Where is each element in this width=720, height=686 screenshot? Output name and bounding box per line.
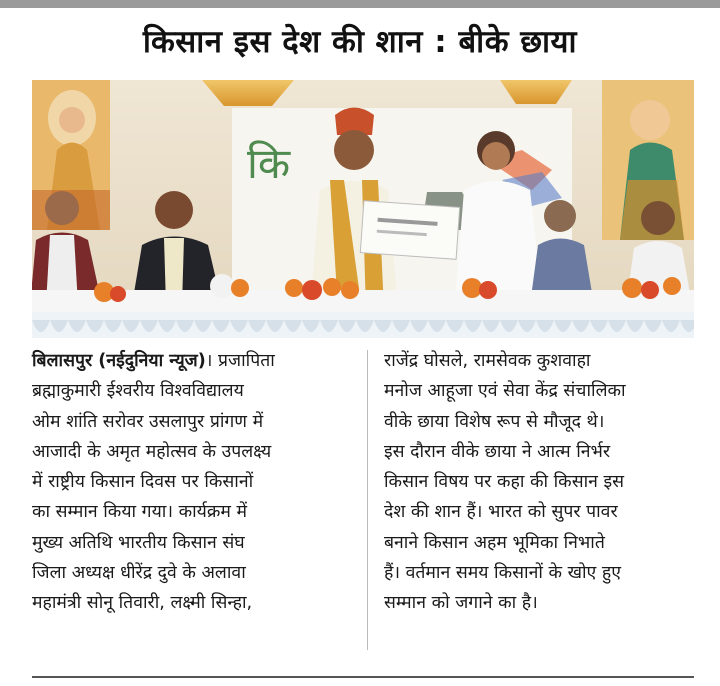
body-line-right-2: मनोज आहूजा एवं सेवा केंद्र संचालिका: [384, 381, 626, 402]
body-line-left-5: में राष्ट्रीय किसान दिवस पर किसानों: [32, 472, 254, 493]
dateline: बिलासपुर (नईदुनिया न्यूज): [32, 351, 206, 371]
body-line-right-4: इस दौरान वीके छाया ने आत्म निर्भर: [384, 441, 611, 462]
column-divider: [367, 350, 368, 650]
body-line-left-7: मुख्य अतिथि भारतीय किसान संघ: [32, 532, 245, 553]
body-line-left-1: बिलासपुर (नईदुनिया न्यूज)। प्रजापिता: [32, 351, 275, 371]
column-right: [384, 346, 696, 619]
stage-table: [32, 290, 694, 314]
body-line-right-6: देश की शान हैं। भारत को सुपर पावर: [384, 502, 618, 523]
body-line-right-3: वीके छाया विशेष रूप से मौजूद थे।: [384, 411, 605, 432]
body-line-right-8: हैं। वर्तमान समय किसानों के खोए हुए: [384, 563, 621, 584]
certificate: [360, 201, 459, 260]
headline: किसान इस देश की शान : बीके छाया: [142, 24, 578, 60]
body-line-left-2: ब्रह्माकुमारी ईश्वरीय विश्वविद्यालय: [32, 381, 244, 402]
column-left: [32, 346, 350, 619]
body-line-left-3: ओम शांति सरोवर उसलापुर प्रांगण में: [32, 411, 264, 432]
top-rule: [0, 0, 720, 8]
photo-illustration: [32, 80, 694, 338]
body-line-left-8: जिला अध्यक्ष धीरेंद्र दुवे के अलावा: [32, 563, 246, 584]
body-line-left-4: आजादी के अमृत महोत्सव के उपलक्ष्य: [32, 441, 272, 462]
body-line-left-6: का सम्मान किया गया। कार्यक्रम में: [32, 502, 248, 523]
bottom-rule: [32, 676, 694, 678]
news-photo: [32, 80, 694, 338]
body-line-right-5: किसान विषय पर कहा की किसान इस: [384, 472, 625, 493]
body-line-left-9: महामंत्री सोनू तिवारी, लक्ष्मी सिन्हा,: [32, 593, 253, 614]
banner-text: कि: [247, 142, 291, 188]
stage-skirt: [32, 312, 694, 338]
body-line-right-7: बनाने किसान अहम भूमिका निभाते: [384, 532, 605, 553]
article-body: [32, 346, 694, 666]
body-line-right-9: सम्मान को जगाने का है।: [384, 593, 538, 614]
body-line-right-1: राजेंद्र घोसले, रामसेवक कुशवाहा: [384, 351, 591, 371]
